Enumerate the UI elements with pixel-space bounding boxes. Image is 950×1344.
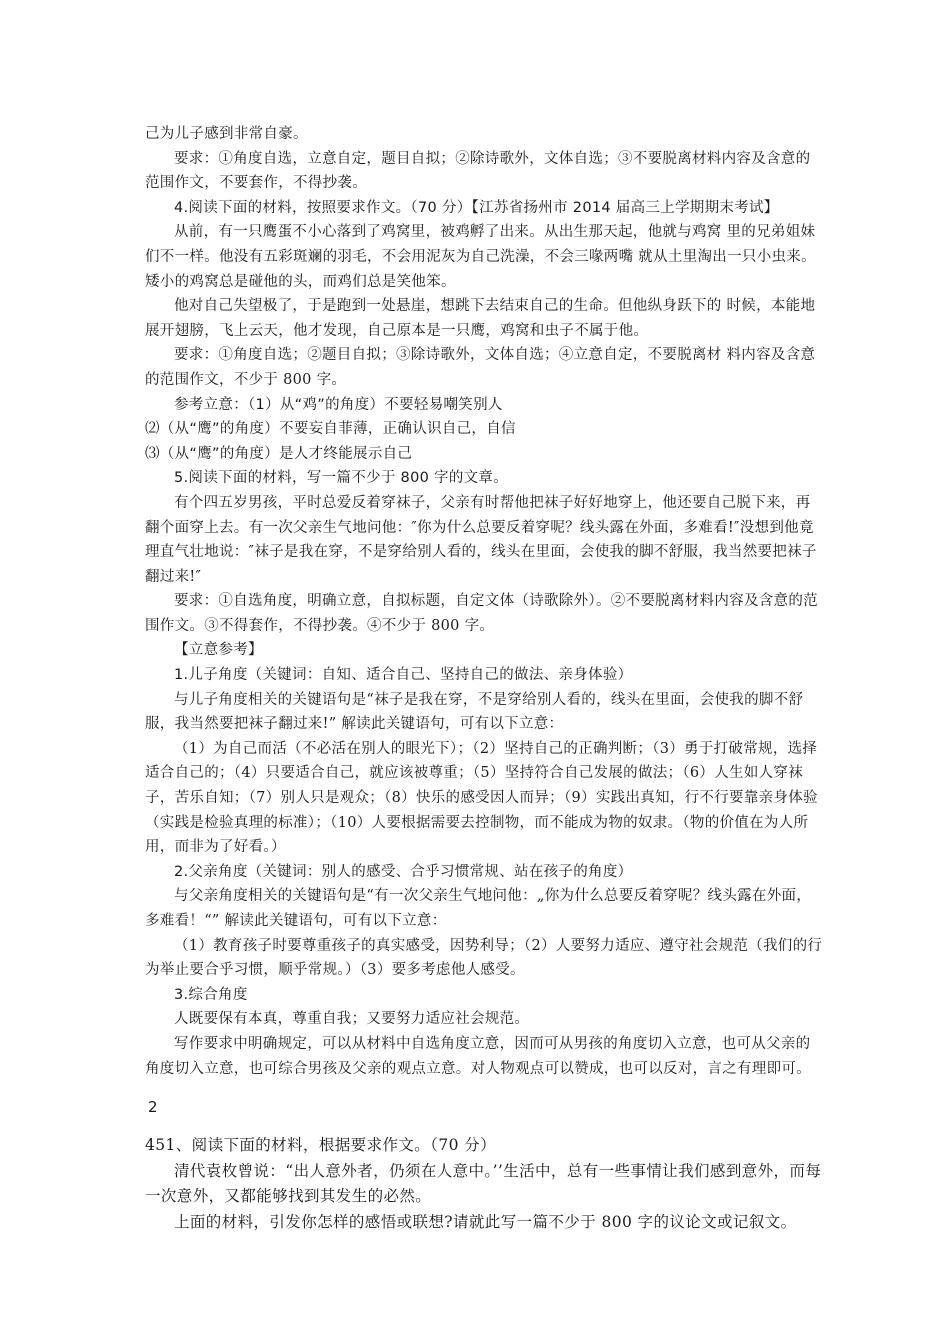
question-heading: 4.阅读下面的材料，按照要求作文。（70 分）【江苏省扬州市 2014 届高三上学期期末考试】 (174, 199, 779, 216)
angle-heading: 1.儿子角度（关键词：自知、适合自己、坚持自己的做法、亲身体验） (174, 667, 633, 684)
reference-idea: ⑶（从“鹰”的角度）是人才终能展示自己 (145, 445, 413, 462)
analysis-paragraph: 写作要求中明确规定，可以从材料中自选角度立意，因而可从男孩的角度切入立意，也可从父亲的角度切入立意，也可综合男孩及父亲的观点立意。对人物观点可以赞成，也可以反对，言之有理即可。 (145, 1035, 811, 1077)
requirement-paragraph: 要求：①角度自选，立意自定，题目自拟；②除诗歌外，文体自选；③不要脱离材料内容及含意的范围作文，不要套作，不得抄袭。 (145, 150, 811, 192)
question-heading: 451、阅读下面的材料，根据要求作文。（70 分） (145, 1136, 496, 1155)
reference-idea: 参考立意：（1）从“鸡”的角度）不要轻易嘲笑别人 (174, 396, 503, 413)
requirement-paragraph: 要求：①角度自选；②题目自拟；③除诗歌外，文体自选；④立意自定，不要脱离材 料内容及含意的范围作文，不少于 800 字。 (145, 347, 816, 388)
section-heading: 【立意参考】 (174, 642, 263, 659)
question-heading: 5.阅读下面的材料，写一篇不少于 800 字的文章。 (174, 470, 509, 487)
text-line: 己为儿子感到非常自豪。 (145, 126, 308, 142)
requirement-paragraph: 要求：①自选角度，明确立意，自拟标题，自定文体（诗歌除外）。②不要脱离材料内容及含意的范围作文。③不得套作，不得抄袭。④不少于 800 字。 (145, 593, 818, 634)
analysis-paragraph: 人既要保有本真，尊重自我；又要努力适应社会规范。 (174, 1011, 530, 1028)
page-number: 2 (148, 1098, 158, 1117)
material-paragraph: 有个四五岁男孩，平时总爱反着穿袜子，父亲有时帮他把袜子好好地穿上，他还要自己脱下来，再翻个面穿上去。有一次父亲生气地问他：″你为什么总要反着穿呢？线头露在外面，多难看!″没想到他竟理直气壮地说：″袜子是我在穿，不是穿给别人看的，线头在里面，会使我的脚不舒服，我当然要把袜子翻过来!″ (145, 494, 817, 585)
requirement-paragraph: 上面的材料，引发你怎样的感悟或联想?请就此写一篇不少于 800 字的议论文或记叙文。 (174, 1212, 797, 1231)
analysis-paragraph: 与父亲角度相关的关键语句是“有一次父亲生气地问他：„你为什么总要反着穿呢？线头露在外面，多难看！“” 解读此关键语句，可有以下立意： (145, 888, 812, 929)
material-paragraph: 他对自己失望极了，于是跑到一处悬崖，想跳下去结束自己的生命。但他纵身跃下的 时候，本能地展开翅膀，飞上云天，他才发现，自己原本是一只鹰，鸡窝和虫子不属于他。 (145, 298, 816, 339)
analysis-paragraph: 与儿子角度相关的关键语句是“袜子是我在穿，不是穿给别人看的，线头在里面，会使我的脚不舒服，我当然要把袜子翻过来!” 解读此关键语句，可有以下立意： (145, 691, 804, 733)
angle-heading: 3.综合角度 (174, 986, 248, 1003)
material-paragraph: 从前，有一只鹰蛋不小心落到了鸡窝里，被鸡孵了出来。从出生那天起，他就与鸡窝 里的兄弟姐妹们不一样。他没有五彩斑斓的羽毛，不会用泥灰为自己洗澡，不会三喙两嘴 就从土里淘出一只小虫来。矮小的鸡窝总是碰他的头，而鸡们总是笑他笨。 (145, 224, 816, 290)
document-body (145, 122, 825, 1235)
angle-heading: 2.父亲角度（关键词：别人的感受、合乎习惯常规、站在孩子的角度） (174, 863, 633, 880)
analysis-paragraph: （1）教育孩子时要尊重孩子的真实感受，因势利导；（2）人要努力适应、遵守社会规范（我们的行为举止要合乎习惯，顺乎常规。）（3）要多考虑他人感受。 (145, 937, 823, 979)
reference-idea: ⑵（从“鹰”的角度）不要妄自菲薄，正确认识自己，自信 (145, 421, 516, 438)
analysis-paragraph: （1）为自己而活（不必活在别人的眼光下）；（2）坚持自己的正确判断；（3）勇于打破常规，选择适合自己的；（4）只要适合自己，就应该被尊重；（5）坚持符合自己发展的做法；（6）人生如人穿袜子，苦乐自知；（7）别人只是观众；（8）快乐的感受因人而异；（9）实践出真知，行不行要靠亲身体验（实践是检验真理的标准）；（10）人要根据需要去控制物，而不能成为物的奴隶。（物的价值在为人所用，而非为了好看。） (145, 740, 818, 856)
material-paragraph: 清代袁枚曾说：“出人意外者，仍须在人意中。’’生活中，总有一些事情让我们感到意外，而每一次意外，又都能够找到其发生的必然。 (145, 1161, 822, 1206)
